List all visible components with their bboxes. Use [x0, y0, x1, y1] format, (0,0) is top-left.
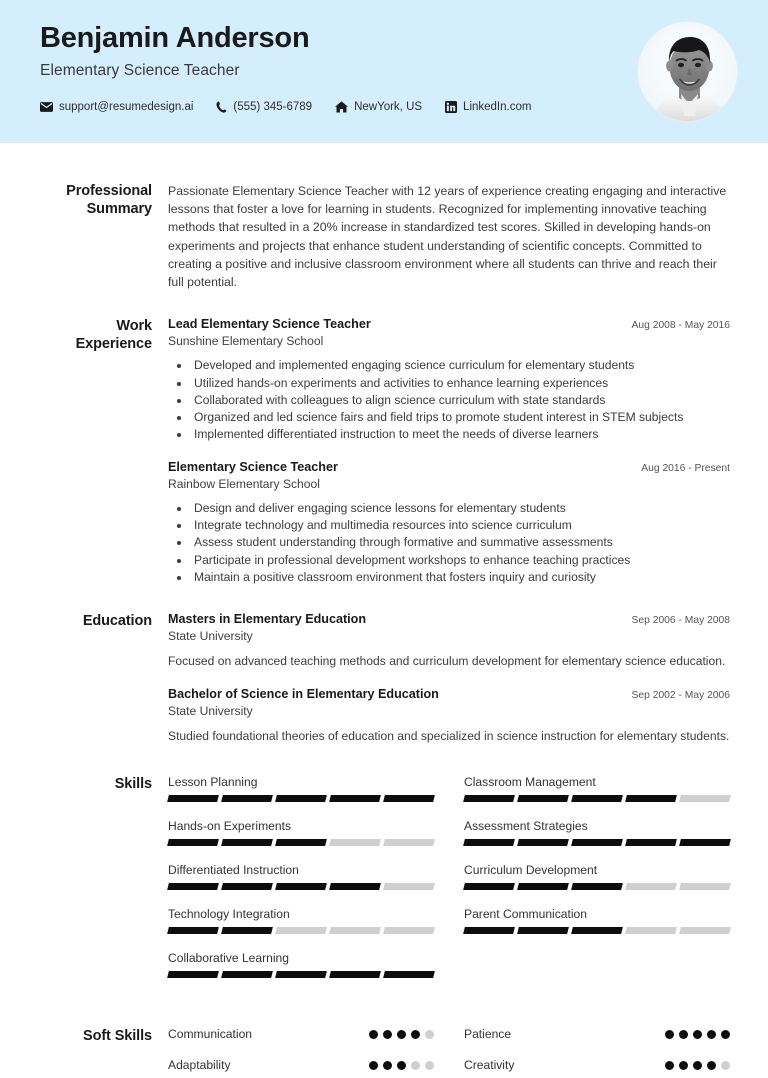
envelope-icon	[40, 102, 53, 112]
skill-item	[168, 951, 434, 978]
skills-content	[168, 775, 730, 995]
skill-name: Differentiated Instruction	[168, 863, 299, 877]
phone-icon	[216, 101, 227, 113]
skill-bar-segment	[571, 839, 623, 846]
bullet-item: • Design and deliver engaging science lessons for elementary students	[191, 500, 730, 517]
contact-phone[interactable]	[216, 101, 312, 113]
education-entry-title: Bachelor of Science in Elementary Education	[168, 686, 439, 701]
section-label-education: Education	[82, 613, 152, 630]
work-entry-organization: Sunshine Elementary School	[168, 334, 324, 349]
work-entry	[168, 317, 730, 443]
skill-bar-segment	[679, 795, 731, 802]
rating-dot	[693, 1061, 702, 1070]
soft-skills-grid	[168, 1027, 730, 1078]
rating-dot	[411, 1061, 420, 1070]
education-entry	[168, 687, 730, 745]
bullet-item: • Collaborated with colleagues to align science curriculum with state standards	[191, 392, 730, 409]
skill-level-bar	[464, 883, 730, 890]
skill-bar-segment	[167, 795, 219, 802]
skill-bar-segment	[221, 883, 273, 890]
rating-dot	[707, 1030, 716, 1039]
education-entry-date: Sep 2002 - May 2006	[631, 689, 730, 701]
work-entry	[168, 460, 730, 586]
skill-bar-segment	[167, 839, 219, 846]
skill-name: Classroom Management	[464, 775, 596, 789]
skill-name: Parent Communication	[464, 907, 588, 921]
work-entry-head	[168, 317, 730, 331]
work-entry-bullets	[168, 357, 730, 443]
soft-skill-name: Patience	[464, 1027, 512, 1041]
skill-bar-segment	[679, 883, 731, 890]
linkedin-icon	[445, 101, 457, 113]
work-entry-head	[168, 460, 730, 474]
rating-dot	[369, 1061, 378, 1070]
skill-bar-segment	[517, 795, 569, 802]
skill-bar-segment	[463, 795, 515, 802]
skill-bar-segment	[463, 839, 515, 846]
summary-content	[168, 182, 730, 291]
contact-linkedin-text: LinkedIn.com	[463, 101, 532, 114]
work-entry-date: Aug 2008 - May 2016	[631, 320, 730, 332]
education-entry-title: Masters in Elementary Education	[168, 612, 367, 627]
skill-bar-segment	[275, 971, 327, 978]
work-entry-organization: Rainbow Elementary School	[168, 476, 320, 491]
skill-item	[464, 775, 730, 802]
skill-name: Lesson Planning	[168, 775, 258, 789]
skill-bar-segment	[517, 927, 569, 934]
bullet-item: • Organized and led science fairs and field trips to promote student interest in STEM subjects	[191, 409, 730, 426]
section-label-skills: Skills	[114, 776, 152, 792]
candidate-job-title: Elementary Science Teacher	[40, 62, 240, 80]
section-skills	[40, 775, 730, 995]
skill-bar-segment	[679, 927, 731, 934]
contact-linkedin[interactable]	[445, 101, 531, 113]
skill-level-bar	[168, 795, 434, 802]
candidate-name: Benjamin Anderson	[40, 22, 310, 54]
skill-bar-segment	[221, 839, 273, 846]
skill-bar-segment	[167, 883, 219, 890]
contact-phone-text: (555) 345-6789	[233, 101, 313, 114]
education-entry-date: Sep 2006 - May 2008	[631, 615, 730, 627]
bullet-item: • Developed and implemented engaging science curriculum for elementary students	[191, 357, 730, 374]
education-entry-head	[168, 687, 730, 701]
soft-skill-item	[464, 1058, 730, 1072]
education-entry-organization: State University	[168, 703, 253, 718]
education-entry-description: Focused on advanced teaching methods and curriculum development for elementary science education.	[168, 654, 726, 669]
skill-name: Curriculum Development	[464, 863, 598, 877]
resume-header	[0, 0, 768, 143]
rating-dot	[425, 1030, 434, 1039]
contact-email-text: support@resumedesign.ai	[59, 101, 194, 114]
soft-skill-rating	[665, 1030, 730, 1039]
skill-bar-segment	[329, 795, 381, 802]
section-professional-summary	[40, 182, 730, 291]
soft-skill-rating	[665, 1061, 730, 1070]
skill-bar-segment	[383, 839, 435, 846]
skill-item	[168, 863, 434, 890]
bullet-item: • Assess student understanding through formative and summative assessments	[191, 534, 730, 551]
skill-bar-segment	[329, 883, 381, 890]
education-entry	[168, 612, 730, 670]
section-label-soft-skills: Soft Skills	[83, 1028, 152, 1044]
home-icon	[335, 101, 348, 113]
skill-level-bar	[168, 883, 434, 890]
rating-dot	[707, 1061, 716, 1070]
soft-skills-column-left	[168, 1027, 434, 1078]
skill-item	[168, 907, 434, 934]
rating-dot	[679, 1030, 688, 1039]
rating-dot	[383, 1061, 392, 1070]
rating-dot	[665, 1061, 674, 1070]
skill-name: Collaborative Learning	[168, 951, 290, 965]
resume-body	[0, 182, 768, 1078]
soft-skill-item	[464, 1027, 730, 1041]
skill-level-bar	[464, 795, 730, 802]
skill-bar-segment	[329, 927, 381, 934]
skills-column-right	[464, 775, 730, 995]
work-entry-date: Aug 2016 - Present	[641, 462, 730, 474]
bullet-item: • Utilized hands-on experiments and activities to enhance learning experiences	[191, 375, 730, 392]
skill-bar-segment	[463, 883, 515, 890]
skill-bar-segment	[221, 927, 273, 934]
soft-skill-name: Creativity	[464, 1058, 515, 1072]
skill-bar-segment	[275, 927, 327, 934]
soft-skill-rating	[369, 1061, 434, 1070]
skill-bar-segment	[275, 883, 327, 890]
skill-bar-segment	[463, 927, 515, 934]
rating-dot	[665, 1030, 674, 1039]
avatar	[637, 21, 738, 122]
skill-bar-segment	[679, 839, 731, 846]
rating-dot	[383, 1030, 392, 1039]
rating-dot	[397, 1030, 406, 1039]
skill-bar-segment	[221, 971, 273, 978]
skill-bar-segment	[275, 795, 327, 802]
soft-skill-rating	[369, 1030, 434, 1039]
skill-bar-segment	[625, 839, 677, 846]
education-entry-head	[168, 612, 730, 626]
skill-bar-segment	[517, 839, 569, 846]
education-entry-description: Studied foundational theories of education and specialized in science instruction for elementary students.	[168, 728, 730, 743]
work-entry-title: Elementary Science Teacher	[168, 459, 338, 474]
work-entry-title: Lead Elementary Science Teacher	[168, 317, 371, 332]
soft-skill-name: Communication	[168, 1027, 253, 1041]
skill-bar-segment	[275, 839, 327, 846]
skills-column-left	[168, 775, 434, 995]
skill-bar-segment	[625, 927, 677, 934]
section-label-summary: Professional Summary	[66, 183, 152, 218]
rating-dot	[425, 1061, 434, 1070]
skill-level-bar	[464, 839, 730, 846]
skill-bar-segment	[571, 795, 623, 802]
skill-level-bar	[168, 839, 434, 846]
skill-item	[464, 863, 730, 890]
skill-name: Technology Integration	[168, 907, 290, 921]
rating-dot	[721, 1061, 730, 1070]
skill-bar-segment	[571, 927, 623, 934]
skill-item	[464, 819, 730, 846]
skill-bar-segment	[383, 795, 435, 802]
contact-location-text: NewYork, US	[354, 101, 423, 114]
rating-dot	[721, 1030, 730, 1039]
skill-name: Hands-on Experiments	[168, 819, 292, 833]
section-work-experience	[40, 317, 730, 586]
rating-dot	[369, 1030, 378, 1039]
skill-bar-segment	[383, 883, 435, 890]
work-entry-bullets	[168, 500, 730, 586]
skill-item	[168, 819, 434, 846]
skill-name: Assessment Strategies	[464, 819, 588, 833]
contact-row	[40, 101, 730, 113]
profile-photo-illustration	[638, 22, 738, 122]
skill-bar-segment	[329, 971, 381, 978]
skill-item	[168, 775, 434, 802]
skill-bar-segment	[625, 883, 677, 890]
bullet-item: • Implemented differentiated instruction to meet the needs of diverse learners	[191, 426, 730, 443]
contact-email[interactable]	[40, 101, 193, 113]
skill-bar-segment	[221, 795, 273, 802]
section-label-work: Work Experience	[75, 318, 152, 353]
rating-dot	[679, 1061, 688, 1070]
skill-bar-segment	[167, 927, 219, 934]
soft-skill-item	[168, 1058, 434, 1072]
bullet-item: • Participate in professional development workshops to enhance teaching practices	[191, 552, 730, 569]
skill-bar-segment	[329, 839, 381, 846]
skill-level-bar	[168, 971, 434, 978]
skill-bar-segment	[167, 971, 219, 978]
soft-skills-column-right	[464, 1027, 730, 1078]
skill-bar-segment	[383, 927, 435, 934]
work-content	[168, 317, 730, 586]
section-soft-skills	[40, 1027, 730, 1078]
soft-skills-content	[168, 1027, 730, 1078]
bullet-item: • Maintain a positive classroom environment that fosters inquiry and curiosity	[191, 569, 730, 586]
skill-level-bar	[168, 927, 434, 934]
rating-dot	[411, 1030, 420, 1039]
skill-bar-segment	[383, 971, 435, 978]
education-content	[168, 612, 730, 745]
summary-text: Passionate Elementary Science Teacher with 12 years of experience creating engaging and interactive lessons that foster a love for learning in students. Recognized for implementing innovative teaching methods that resulted in a 20% increase in standardized test scores. Skilled in developing hands-on experiments and projects that enhance student understanding of scientific concepts. Committed to creating a positive and inclusive classroom environment where all students can thrive and reach their full potential.	[168, 184, 727, 290]
soft-skill-name: Adaptability	[168, 1058, 231, 1072]
education-entry-organization: State University	[168, 629, 253, 644]
skill-item	[464, 907, 730, 934]
soft-skill-item	[168, 1027, 434, 1041]
skill-bar-segment	[517, 883, 569, 890]
section-education	[40, 612, 730, 745]
skill-bar-segment	[625, 795, 677, 802]
bullet-item: • Integrate technology and multimedia resources into science curriculum	[191, 517, 730, 534]
rating-dot	[397, 1061, 406, 1070]
skills-grid	[168, 775, 730, 995]
rating-dot	[693, 1030, 702, 1039]
contact-location[interactable]	[335, 101, 422, 113]
skill-bar-segment	[571, 883, 623, 890]
skill-level-bar	[464, 927, 730, 934]
